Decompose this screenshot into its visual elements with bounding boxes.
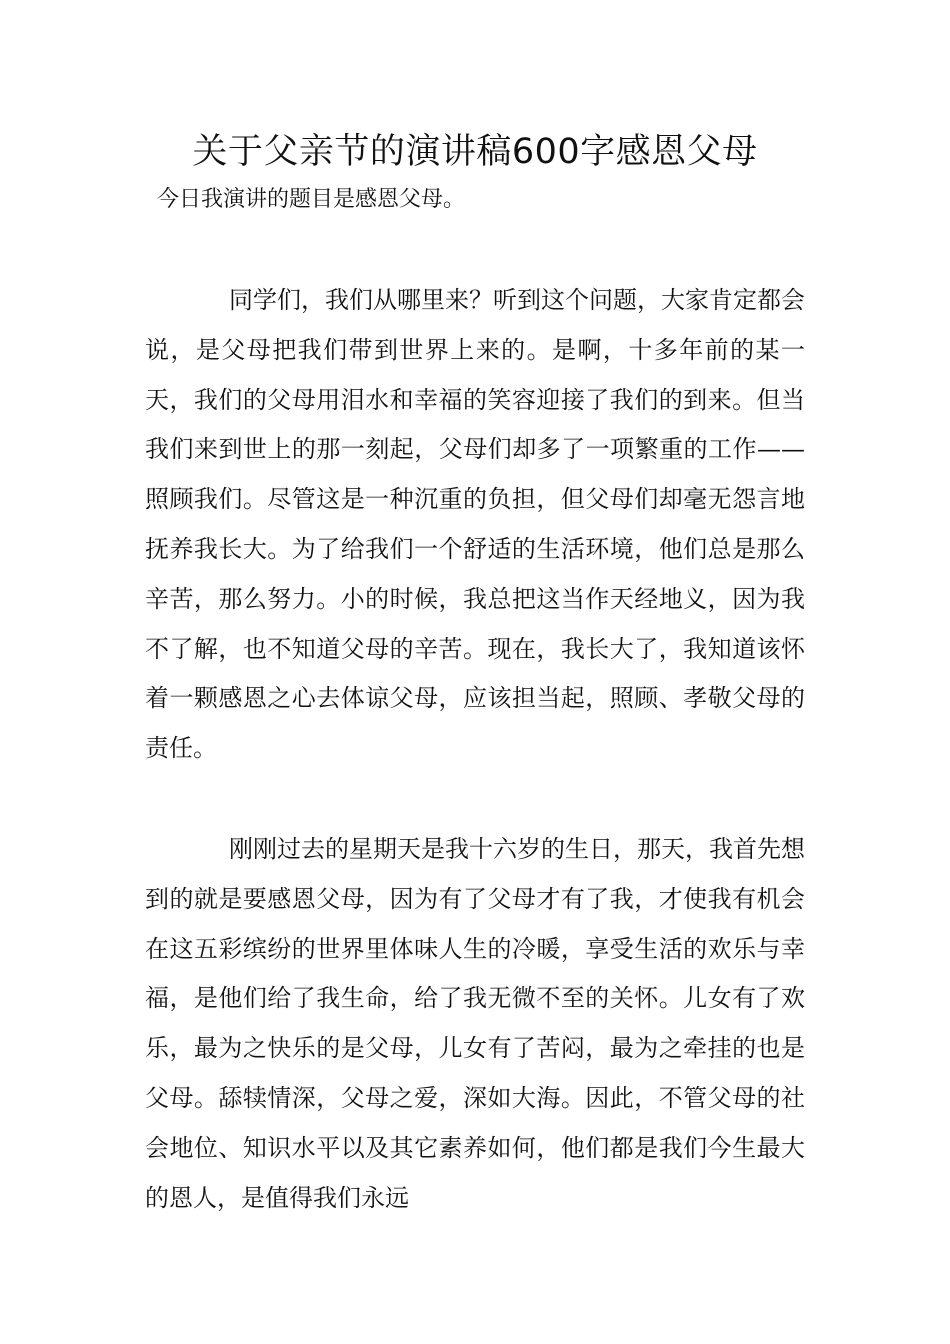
intro-line: 今日我演讲的题目是感恩父母。 [157, 187, 466, 212]
document-title: 关于父亲节的演讲稿600字感恩父母 [192, 132, 758, 172]
body-paragraph-2: 刚刚过去的星期天是我十六岁的生日，那天，我首先想到的就是要感恩父母，因为有了父母才有了我，才使我有机会在这五彩缤纷的世界里体味人生的冷暖，享受生活的欢乐与幸福，是他们给了我生命，给了我无微不至的关怀。儿女有了欢乐，最为之快乐的是父母，儿女有了苦闷，最为之牵挂的也是父母。舔犊情深，父母之爱，深如大海。因此，不管父母的社会地位、知识水平以及其它素养如何，他们都是我们今生最大的恩人，是值得我们永远 [145, 835, 805, 1212]
body-paragraph-1: 同学们，我们从哪里来？听到这个问题，大家肯定都会说，是父母把我们带到世界上来的。是啊，十多年前的某一天，我们的父母用泪水和幸福的笑容迎接了我们的到来。但当我们来到世上的那一刻起，父母们却多了一项繁重的工作——照顾我们。尽管这是一种沉重的负担，但父母们却毫无怨言地抚养我长大。为了给我们一个舒适的生活环境，他们总是那么辛苦，那么努力。小的时候，我总把这当作天经地义，因为我不了解，也不知道父母的辛苦。现在，我长大了，我知道该怀着一颗感恩之心去体谅父母，应该担当起，照顾、孝敬父母的责任。 [145, 286, 805, 763]
